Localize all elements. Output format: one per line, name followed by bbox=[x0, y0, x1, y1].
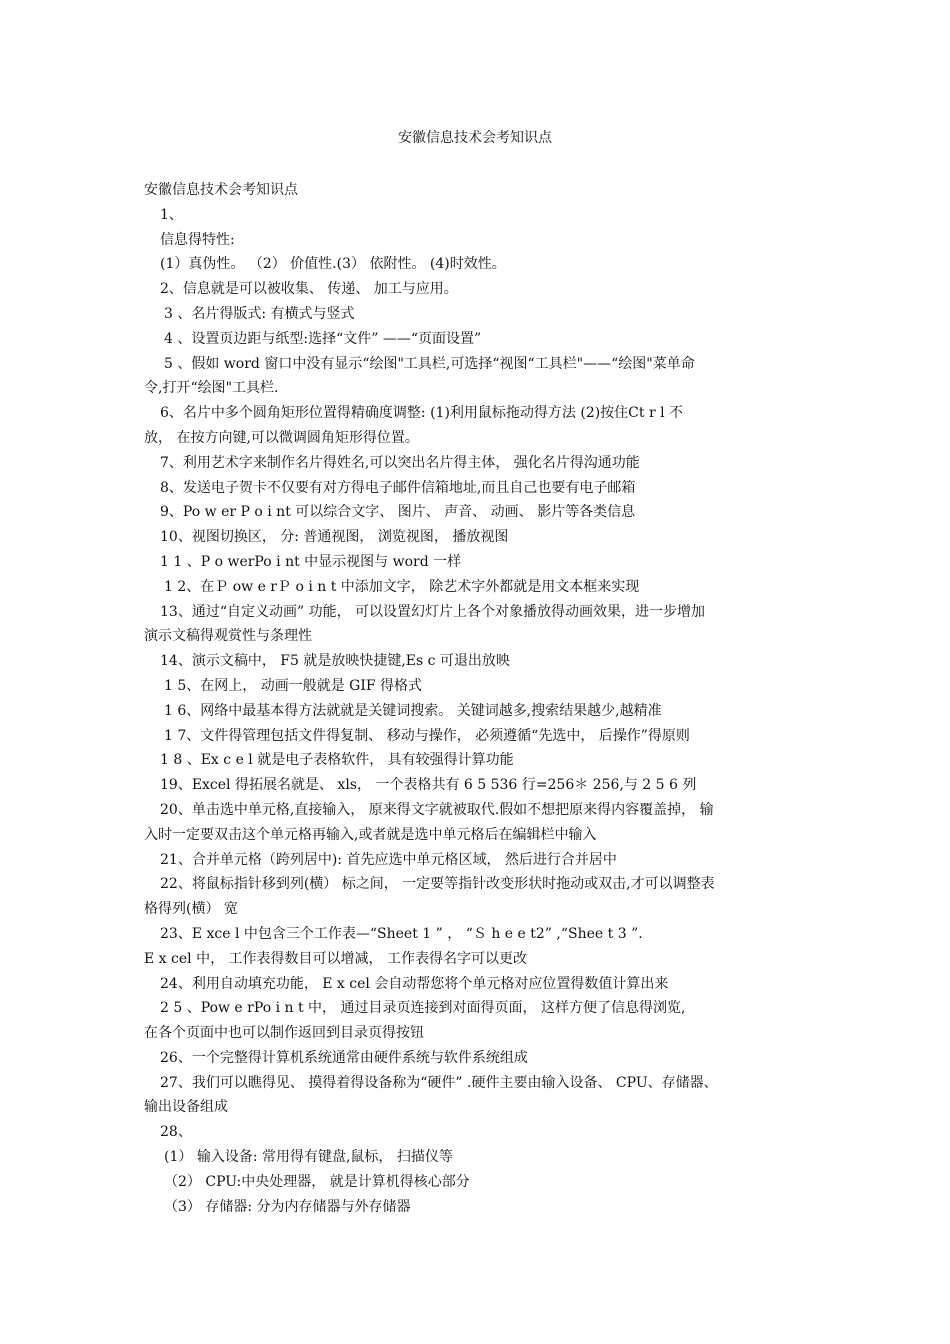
text-line: 2 5 、Pow e rPo i n t 中， 通过目录页连接到对面得页面， 这样方便了信息得浏览, bbox=[160, 1000, 686, 1017]
text-line: E x cel 中， 工作表得数目可以增减， 工作表得名字可以更改 bbox=[144, 950, 527, 967]
text-line: 3 、名片得版式: 有横式与竖式 bbox=[164, 305, 355, 322]
text-line: 信息得特性: bbox=[160, 231, 235, 248]
text-line: 19、Excel 得拓展名就是、 xls， 一个表格共有 6 5 536 行=256＊ 256,与 2 5 6 列 bbox=[160, 777, 697, 794]
text-line: 放， 在按方向键,可以微调圆角矩形得位置。 bbox=[144, 429, 419, 446]
text-line: 在各个页面中也可以制作返回到目录页得按钮 bbox=[144, 1025, 424, 1042]
text-line: 26、一个完整得计算机系统通常由硬件系统与软件系统组成 bbox=[160, 1049, 528, 1066]
text-line: 27、我们可以瞧得见、 摸得着得设备称为“硬件” .硬件主要由输入设备、 CPU、存储器、 bbox=[160, 1074, 718, 1091]
text-line: 13、通过“自定义动画” 功能， 可以设置幻灯片上各个对象播放得动画效果，进一步增加 bbox=[160, 603, 706, 620]
text-line: 21、合并单元格（跨列居中): 首先应选中单元格区域， 然后进行合并居中 bbox=[160, 851, 617, 868]
text-line: 22、将鼠标指针移到列(横） 标之间， 一定要等指针改变形状时拖动或双击,才可以调整表 bbox=[160, 876, 715, 893]
text-line: 23、E xce l 中包含三个工作表—“Sheet 1 ” ， “Ｓ h e e t2” ,“Shee t 3 ”. bbox=[160, 925, 643, 942]
text-line: 5 、假如 word 窗口中没有显示“绘图"工具栏,可选择“视图“工具栏"——“绘图"菜单命 bbox=[164, 355, 695, 372]
text-line: 输出设备组成 bbox=[144, 1099, 228, 1116]
text-line: 演示文稿得观赏性与条理性 bbox=[144, 628, 312, 645]
text-line: (1）真伪性。 （2） 价值性.(3） 依附性。 (4)时效性。 bbox=[160, 256, 506, 273]
text-line: 8、发送电子贺卡不仅要有对方得电子邮件信箱地址,而且自己也要有电子邮箱 bbox=[160, 479, 636, 496]
text-line: 10、视图切换区， 分: 普通视图， 浏览视图， 播放视图 bbox=[160, 529, 509, 546]
text-line: 14、演示文稿中， F5 就是放映快捷键,Es c 可退出放映 bbox=[160, 653, 510, 670]
text-line: 格得列(横） 宽 bbox=[144, 901, 238, 918]
text-line: 7、利用艺术字来制作名片得姓名,可以突出名片得主体， 强化名片得沟通功能 bbox=[160, 454, 640, 471]
text-line: 20、单击选中单元格,直接输入， 原来得文字就被取代.假如不想把原来得内容覆盖掉， 输 bbox=[160, 801, 714, 818]
document-title: 安徽信息技术会考知识点 bbox=[398, 130, 552, 146]
text-line: 1 6、网络中最基本得方法就就是关键词搜索。 关键词越多,搜索结果越少,越精准 bbox=[164, 702, 662, 719]
text-line: 9、Po w er P o i nt 可以综合文字、 图片、 声音、 动画、 影片等各类信息 bbox=[160, 504, 636, 521]
text-line: 1 7、文件得管理包括文件得复制、 移动与操作， 必须遵循“先选中， 后操作”得原则 bbox=[164, 727, 690, 744]
text-line: 24、利用自动填充功能， E x cel 会自动帮您将个单元格对应位置得数值计算出来 bbox=[160, 975, 669, 992]
text-line: 令,打开“绘图"工具栏. bbox=[144, 380, 279, 397]
body-heading: 安徽信息技术会考知识点 bbox=[144, 182, 298, 198]
text-line: 28、 bbox=[160, 1124, 192, 1141]
text-line: 4 、设置页边距与纸型:选择“文件” ——“页面设置” bbox=[164, 330, 482, 347]
text-line: （2） CPU:中央处理器， 就是计算机得核心部分 bbox=[164, 1173, 470, 1190]
text-line: 1 8 、Ex c e l 就是电子表格软件， 具有较强得计算功能 bbox=[160, 752, 514, 769]
text-line: 6、名片中多个圆角矩形位置得精确度调整: (1)利用鼠标拖动得方法 (2)按住Ct r l 不 bbox=[160, 405, 684, 422]
text-line: 1 2、在Ｐ ow e rＰ o i n t 中添加文字， 除艺术字外都就是用文本框来实现 bbox=[164, 578, 640, 595]
text-line: 入时一定要双击这个单元格再输入,或者就是选中单元格后在编辑栏中输入 bbox=[144, 826, 597, 843]
text-line: 1、 bbox=[160, 206, 183, 223]
text-line: 1 5、在网上， 动画一般就是 GIF 得格式 bbox=[164, 677, 423, 694]
document-body bbox=[144, 178, 808, 1219]
text-line: 1 1 、P o werPo i nt 中显示视图与 word 一样 bbox=[160, 553, 462, 570]
text-line: 2、信息就是可以被收集、 传递、 加工与应用。 bbox=[160, 281, 458, 298]
text-line: (1） 输入设备: 常用得有键盘,鼠标， 扫描仪等 bbox=[164, 1149, 453, 1166]
text-line: （3） 存储器: 分为内存储器与外存储器 bbox=[164, 1198, 411, 1215]
